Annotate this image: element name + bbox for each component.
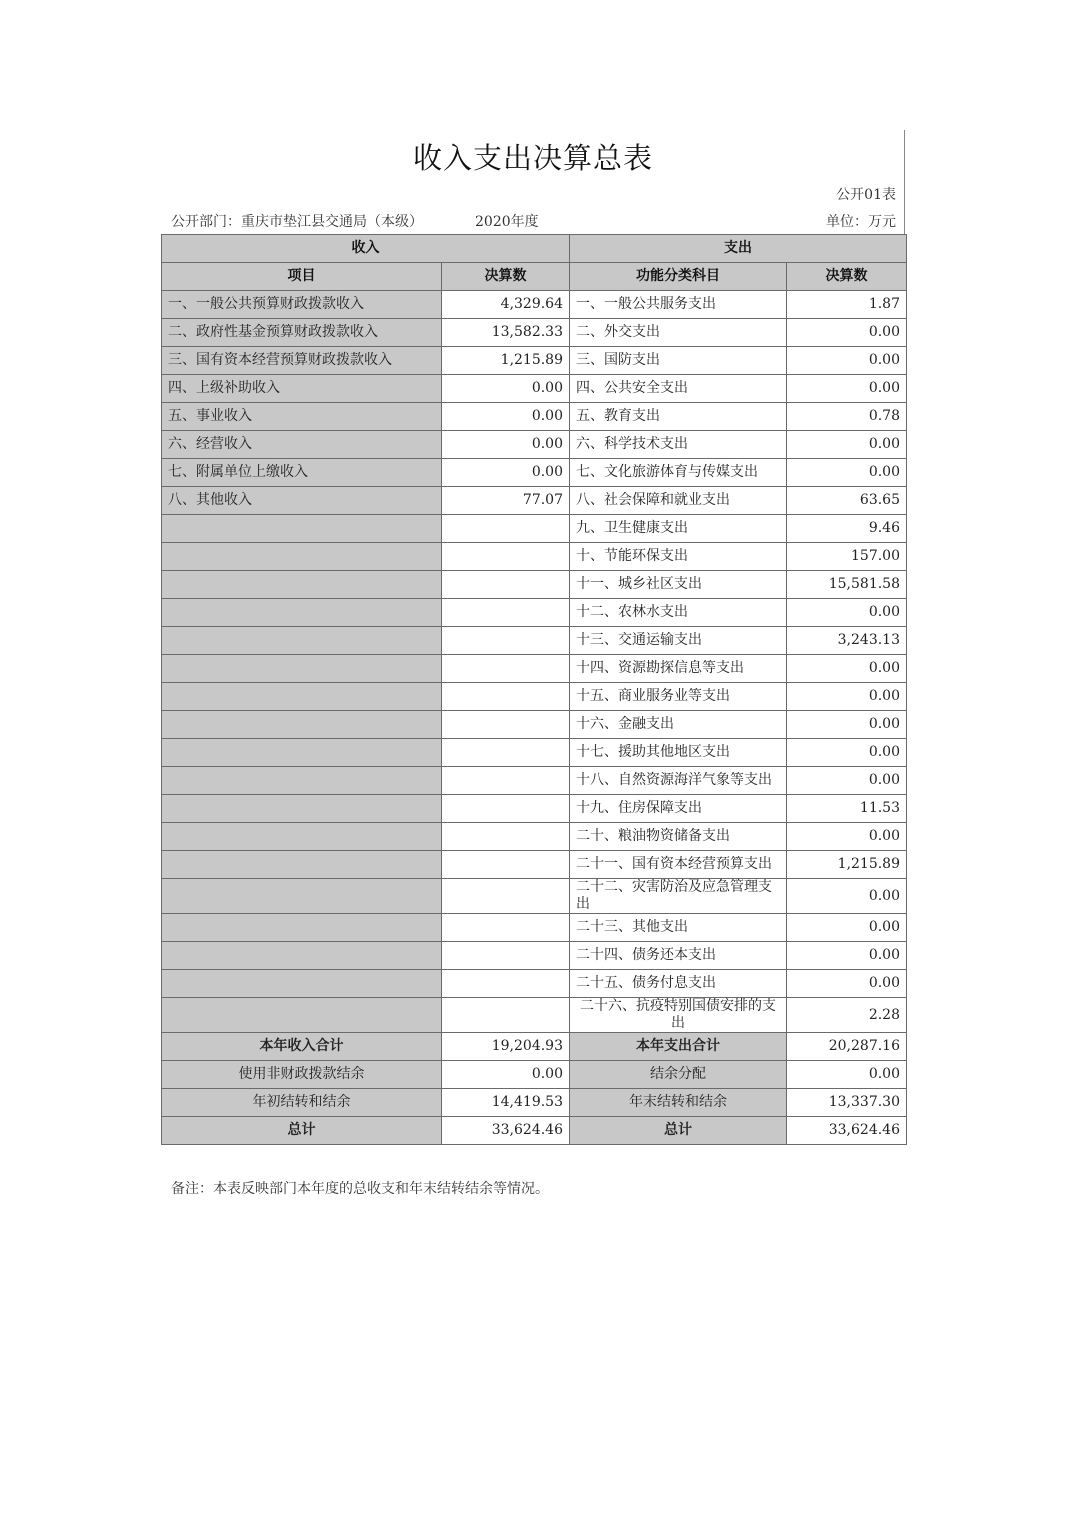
expense-item-value: 0.00 <box>787 879 907 914</box>
income-item-value <box>442 627 570 655</box>
expense-section-header: 支出 <box>570 235 907 263</box>
expense-item-label: 二十五、债务付息支出 <box>570 970 787 998</box>
income-item-label <box>162 795 442 823</box>
expense-item-label: 二十、粮油物资储备支出 <box>570 823 787 851</box>
income-item-label: 一、一般公共预算财政拨款收入 <box>162 291 442 319</box>
income-item-label: 八、其他收入 <box>162 487 442 515</box>
column-header-row <box>162 263 907 291</box>
income-total-value: 33,624.46 <box>442 1117 570 1145</box>
expense-total-label: 总计 <box>570 1117 787 1145</box>
expense-item-label: 三、国防支出 <box>570 347 787 375</box>
fiscal-year: 2020年度 <box>475 214 539 230</box>
expense-item-value: 0.00 <box>787 375 907 403</box>
income-item-value <box>442 711 570 739</box>
income-item-label: 二、政府性基金预算财政拨款收入 <box>162 319 442 347</box>
expense-item-label: 二十三、其他支出 <box>570 914 787 942</box>
expense-item-label: 五、教育支出 <box>570 403 787 431</box>
income-item-value <box>442 571 570 599</box>
income-item-value <box>442 823 570 851</box>
income-total-value: 19,204.93 <box>442 1033 570 1061</box>
table-row <box>162 291 907 319</box>
section-header-row <box>162 235 907 263</box>
income-item-label <box>162 823 442 851</box>
expense-item-value: 1.87 <box>787 291 907 319</box>
table-body <box>162 235 907 1145</box>
income-item-label <box>162 599 442 627</box>
income-item-value <box>442 739 570 767</box>
income-item-value <box>442 914 570 942</box>
income-item-label: 六、经营收入 <box>162 431 442 459</box>
expense-item-label: 十一、城乡社区支出 <box>570 571 787 599</box>
table-row <box>162 942 907 970</box>
table-row <box>162 914 907 942</box>
table-row <box>162 375 907 403</box>
income-item-value: 77.07 <box>442 487 570 515</box>
footnote: 备注：本表反映部门本年度的总收支和年末结转结余等情况。 <box>171 1181 549 1197</box>
page-title: 收入支出决算总表 <box>412 141 653 175</box>
table-row <box>162 459 907 487</box>
expense-total-label: 结余分配 <box>570 1061 787 1089</box>
expense-item-label: 六、科学技术支出 <box>570 431 787 459</box>
expense-total-value: 20,287.16 <box>787 1033 907 1061</box>
income-item-label <box>162 543 442 571</box>
expense-item-value: 0.00 <box>787 655 907 683</box>
income-total-value: 14,419.53 <box>442 1089 570 1117</box>
table-row <box>162 823 907 851</box>
income-item-value <box>442 970 570 998</box>
expense-total-value: 33,624.46 <box>787 1117 907 1145</box>
expense-item-label: 八、社会保障和就业支出 <box>570 487 787 515</box>
income-item-label: 三、国有资本经营预算财政拨款收入 <box>162 347 442 375</box>
income-item-value <box>442 655 570 683</box>
expense-total-value: 0.00 <box>787 1061 907 1089</box>
expense-item-value: 0.00 <box>787 683 907 711</box>
expense-item-label: 十九、住房保障支出 <box>570 795 787 823</box>
expense-item-label: 二十六、抗疫特别国债安排的支出 <box>570 998 787 1033</box>
income-item-label <box>162 851 442 879</box>
total-row <box>162 1061 907 1089</box>
expense-item-value: 0.00 <box>787 319 907 347</box>
expense-item-label: 十六、金融支出 <box>570 711 787 739</box>
expense-item-value: 0.00 <box>787 711 907 739</box>
expense-item-value: 0.00 <box>787 970 907 998</box>
table-row <box>162 403 907 431</box>
expense-item-value: 0.00 <box>787 599 907 627</box>
expense-item-value: 1,215.89 <box>787 851 907 879</box>
income-item-value <box>442 543 570 571</box>
expense-item-label: 十二、农林水支出 <box>570 599 787 627</box>
income-item-label <box>162 711 442 739</box>
income-item-label: 四、上级补助收入 <box>162 375 442 403</box>
income-item-label <box>162 914 442 942</box>
table-row <box>162 655 907 683</box>
income-item-label <box>162 970 442 998</box>
income-item-label <box>162 515 442 543</box>
expense-item-value: 11.53 <box>787 795 907 823</box>
table-row <box>162 515 907 543</box>
expense-item-value: 0.00 <box>787 942 907 970</box>
income-item-label <box>162 879 442 914</box>
expense-item-value: 0.00 <box>787 347 907 375</box>
income-total-label: 总计 <box>162 1117 442 1145</box>
expense-item-label: 十三、交通运输支出 <box>570 627 787 655</box>
expense-item-value: 0.00 <box>787 823 907 851</box>
col-header-amount: 决算数 <box>442 263 570 291</box>
income-total-label: 本年收入合计 <box>162 1033 442 1061</box>
expense-item-label: 十、节能环保支出 <box>570 543 787 571</box>
income-expense-table <box>161 234 907 1145</box>
expense-item-label: 二十四、债务还本支出 <box>570 942 787 970</box>
total-row <box>162 1089 907 1117</box>
table-row <box>162 711 907 739</box>
expense-item-value: 2.28 <box>787 998 907 1033</box>
expense-item-value: 0.00 <box>787 767 907 795</box>
table-row <box>162 347 907 375</box>
table-row <box>162 767 907 795</box>
income-item-value: 1,215.89 <box>442 347 570 375</box>
income-item-label <box>162 571 442 599</box>
income-item-value: 0.00 <box>442 403 570 431</box>
expense-item-label: 十四、资源勘探信息等支出 <box>570 655 787 683</box>
expense-item-value: 0.00 <box>787 459 907 487</box>
table-row <box>162 627 907 655</box>
expense-item-label: 一、一般公共服务支出 <box>570 291 787 319</box>
expense-total-label: 年末结转和结余 <box>570 1089 787 1117</box>
expense-item-value: 9.46 <box>787 515 907 543</box>
income-item-value: 0.00 <box>442 375 570 403</box>
department-label: 公开部门：重庆市垫江县交通局（本级） <box>171 214 423 230</box>
total-row <box>162 1117 907 1145</box>
income-item-value <box>442 879 570 914</box>
table-row <box>162 571 907 599</box>
income-total-label: 年初结转和结余 <box>162 1089 442 1117</box>
expense-item-value: 0.00 <box>787 914 907 942</box>
table-row <box>162 431 907 459</box>
expense-item-label: 九、卫生健康支出 <box>570 515 787 543</box>
income-section-header: 收入 <box>162 235 570 263</box>
income-item-label: 七、附属单位上缴收入 <box>162 459 442 487</box>
expense-item-label: 七、文化旅游体育与传媒支出 <box>570 459 787 487</box>
income-item-value <box>442 795 570 823</box>
table-row <box>162 851 907 879</box>
expense-item-value: 0.00 <box>787 739 907 767</box>
unit-label: 单位：万元 <box>826 214 896 230</box>
expense-item-label: 十八、自然资源海洋气象等支出 <box>570 767 787 795</box>
income-item-value <box>442 599 570 627</box>
income-item-value: 4,329.64 <box>442 291 570 319</box>
table-row <box>162 739 907 767</box>
table-row <box>162 970 907 998</box>
income-item-label <box>162 655 442 683</box>
income-item-label <box>162 683 442 711</box>
expense-item-value: 15,581.58 <box>787 571 907 599</box>
income-item-value <box>442 767 570 795</box>
expense-item-label: 四、公共安全支出 <box>570 375 787 403</box>
expense-item-label: 十五、商业服务业等支出 <box>570 683 787 711</box>
table-row <box>162 319 907 347</box>
form-number: 公开01表 <box>836 187 896 203</box>
income-item-value <box>442 683 570 711</box>
income-item-label <box>162 767 442 795</box>
expense-item-value: 157.00 <box>787 543 907 571</box>
income-item-label <box>162 942 442 970</box>
income-item-label: 五、事业收入 <box>162 403 442 431</box>
income-item-label <box>162 998 442 1033</box>
income-item-label <box>162 739 442 767</box>
expense-item-label: 十七、援助其他地区支出 <box>570 739 787 767</box>
expense-item-value: 0.00 <box>787 431 907 459</box>
income-total-label: 使用非财政拨款结余 <box>162 1061 442 1089</box>
expense-total-label: 本年支出合计 <box>570 1033 787 1061</box>
table-row <box>162 795 907 823</box>
table-row <box>162 487 907 515</box>
income-item-value <box>442 998 570 1033</box>
expense-item-value: 0.78 <box>787 403 907 431</box>
income-total-value: 0.00 <box>442 1061 570 1089</box>
table-row <box>162 879 907 914</box>
table-row <box>162 543 907 571</box>
income-item-value: 13,582.33 <box>442 319 570 347</box>
income-item-label <box>162 627 442 655</box>
col-header-func: 功能分类科目 <box>570 263 787 291</box>
col-header-item: 项目 <box>162 263 442 291</box>
income-item-value: 0.00 <box>442 431 570 459</box>
table-row <box>162 683 907 711</box>
col-header-amount2: 决算数 <box>787 263 907 291</box>
income-item-value <box>442 942 570 970</box>
table-row <box>162 599 907 627</box>
expense-item-value: 3,243.13 <box>787 627 907 655</box>
income-item-value <box>442 515 570 543</box>
income-item-value: 0.00 <box>442 459 570 487</box>
expense-item-label: 二、外交支出 <box>570 319 787 347</box>
total-row <box>162 1033 907 1061</box>
expense-item-value: 63.65 <box>787 487 907 515</box>
income-item-value <box>442 851 570 879</box>
expense-item-label: 二十一、国有资本经营预算支出 <box>570 851 787 879</box>
expense-item-label: 二十二、灾害防治及应急管理支出 <box>570 879 787 914</box>
expense-total-value: 13,337.30 <box>787 1089 907 1117</box>
table-row <box>162 998 907 1033</box>
